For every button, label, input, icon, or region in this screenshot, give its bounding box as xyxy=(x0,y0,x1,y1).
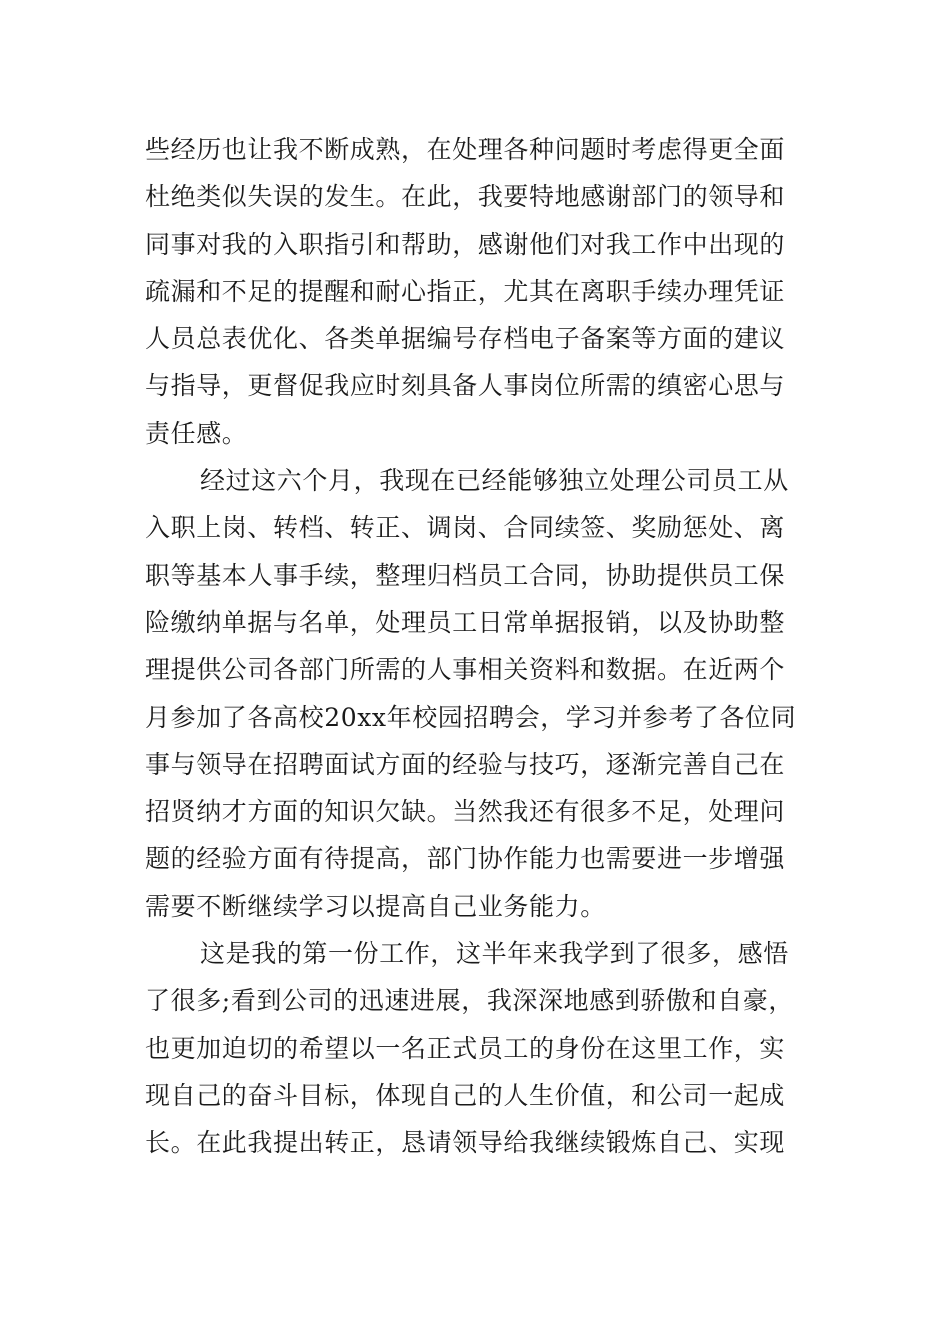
text-line: 长。在此我提出转正，恳请领导给我继续锻炼自己、实现 xyxy=(145,1128,786,1158)
text-line-paragraph-start: 经过这六个月，我现在已经能够独立处理公司员工从 xyxy=(200,466,789,496)
text-line-paragraph-start: 这是我的第一份工作，这半年来我学到了很多，感悟 xyxy=(200,939,789,969)
document-body xyxy=(145,126,809,1167)
text-line: 职等基本人事手续，整理归档员工合同，协助提供员工保 xyxy=(145,560,786,590)
text-line: 与指导，更督促我应时刻具备人事岗位所需的缜密心思与 xyxy=(145,371,786,401)
text-line: 题的经验方面有待提高，部门协作能力也需要进一步增强 xyxy=(145,844,786,874)
text-line: 杜绝类似失误的发生。在此，我要特地感谢部门的领导和 xyxy=(145,182,786,212)
text-line: 人员总表优化、各类单据编号存档电子备案等方面的建议 xyxy=(145,324,786,354)
text-line: 疏漏和不足的提醒和耐心指正，尤其在离职手续办理凭证 xyxy=(145,276,786,306)
text-line: 现自己的奋斗目标，体现自己的人生价值，和公司一起成 xyxy=(145,1080,786,1110)
text-line: 需要不断继续学习以提高自己业务能力。 xyxy=(145,891,606,921)
text-line: 月参加了各高校20xx年校园招聘会，学习并参考了各位同 xyxy=(145,702,797,732)
text-line: 入职上岗、转档、转正、调岗、合同续签、奖励惩处、离 xyxy=(145,513,786,543)
text-line: 些经历也让我不断成熟，在处理各种问题时考虑得更全面 xyxy=(145,135,786,164)
text-line: 了很多;看到公司的迅速进展，我深深地感到骄傲和自豪， xyxy=(145,986,795,1016)
text-line: 事与领导在招聘面试方面的经验与技巧，逐渐完善自己在 xyxy=(145,749,786,779)
text-line: 理提供公司各部门所需的人事相关资料和数据。在近两个 xyxy=(145,655,786,685)
text-line: 也更加迫切的希望以一名正式员工的身份在这里工作，实 xyxy=(145,1033,786,1063)
text-line: 险缴纳单据与名单，处理员工日常单据报销，以及协助整 xyxy=(145,607,786,637)
text-line: 责任感。 xyxy=(145,418,248,448)
text-line: 招贤纳才方面的知识欠缺。当然我还有很多不足，处理问 xyxy=(145,797,786,827)
text-line: 同事对我的入职指引和帮助，感谢他们对我工作中出现的 xyxy=(145,229,786,259)
